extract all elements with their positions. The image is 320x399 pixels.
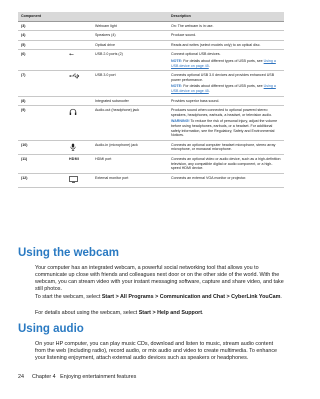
component-description: Connects an optional computer headset microphone, stereo array microphone, or monaural microphone.: [168, 140, 284, 155]
note-text: For details about different types of USB ports, see: [183, 58, 263, 63]
component-name: Optical drive: [92, 40, 168, 50]
table-row: [18, 155, 284, 174]
component-table: [18, 12, 284, 188]
row-number: (4): [18, 31, 66, 41]
component-name: Speakers (4): [92, 31, 168, 41]
row-number: (10): [18, 140, 66, 155]
component-name: USB 2.0 ports (2): [92, 50, 168, 71]
row-number: (6): [18, 50, 66, 71]
table-row: [18, 40, 284, 50]
note-link[interactable]: Using a USB device on page 45: [171, 58, 276, 68]
component-description: Produces sound when connected to optional powered stereo speakers, headphones, earbuds, a headset, or television audio.: [171, 108, 273, 117]
warning: [171, 119, 281, 137]
table-row: [18, 71, 284, 96]
usb-icon: ⭠: [69, 51, 74, 59]
webcam-paragraph-3: For details about using the webcam, select Start > Help and Support.: [35, 310, 204, 316]
row-number: (3): [18, 21, 66, 31]
webcam-paragraph-2: To start the webcam, select Start > All Programs > Communication and Chat > CyberLink YouCam.: [35, 294, 282, 300]
component-name: HDMI port: [92, 155, 168, 174]
component-name: Audio-in (microphone) jack: [92, 140, 168, 155]
mic-icon: [69, 143, 77, 151]
audio-section-title: Using audio: [18, 323, 84, 335]
warning-label: WARNING!: [171, 119, 190, 124]
table-row: [18, 96, 284, 106]
table-row: [18, 174, 284, 188]
webcam-paragraph-1: Your computer has an integrated webcam, a powerful social networking tool that allows you to communicate up close with friends and colleagues next door or on the other side of the world. With the webcam, you can stream video with your instant messaging software, capture and share video, and take still photos.: [35, 265, 284, 292]
help-support-path: Start > Help and Support: [138, 310, 203, 316]
note-label: NOTE:: [171, 58, 183, 63]
row-number: (5): [18, 40, 66, 50]
component-description: Reads and writes (select models only) to an optical disc.: [168, 40, 284, 50]
component-description: On: The webcam is in use.: [168, 21, 284, 31]
table-row: [18, 50, 284, 71]
component-description: Connects an optional video or audio device, such as a high-definition television, any compatible digital or audio component, or a high-speed HDMI device.: [168, 155, 284, 174]
note-link[interactable]: Using a USB device on page 45: [171, 84, 276, 93]
row-number: (8): [18, 96, 66, 106]
table-row: [18, 106, 284, 141]
header-description: Description: [168, 12, 284, 21]
row-number: (7): [18, 71, 66, 96]
header-component: Component: [18, 12, 168, 21]
page-footer: [18, 374, 136, 380]
table-row: [18, 31, 284, 41]
component-description: Produce sound.: [168, 31, 284, 41]
table-row: [18, 21, 284, 31]
warning-text: To reduce the risk of personal injury, adjust the volume before using headphones, earbuds, or a headset. For additional safety information, see the Regulatory, Safety and Environmental Notices.: [171, 119, 278, 138]
usb-ss-icon: [69, 73, 81, 79]
component-description: Provides superior bass sound.: [168, 96, 284, 106]
hdmi-icon: HDMI: [69, 157, 79, 162]
page-number: 24: [18, 374, 24, 380]
chapter-label: Chapter 4 Enjoying entertainment features: [32, 374, 137, 380]
note-text: For details about different types of USB ports, see: [183, 84, 263, 89]
component-description: Connect optional USB devices.: [171, 52, 221, 57]
component-name: Integrated subwoofer: [92, 96, 168, 106]
table-header-row: [18, 12, 284, 21]
row-number: (12): [18, 174, 66, 188]
audio-paragraph-1: On your HP computer, you can play music CDs, download and listen to music, stream audio content from the web (including radio), record audio, or mix audio and video to create multimedia. To enhance your listening enjoyment, attach external audio devices such as speakers or headphones.: [35, 341, 278, 361]
component-description: Connects optional USB 3.0 devices and provides enhanced USB power performance.: [171, 73, 275, 82]
webcam-start-path: Start > All Programs > Communication and Chat > CyberLink YouCam: [101, 294, 281, 300]
webcam-section-title: Using the webcam: [18, 247, 119, 259]
headphone-icon: [69, 108, 77, 116]
row-number: (11): [18, 155, 66, 174]
component-name: USB 3.0 port: [92, 71, 168, 96]
component-name: Webcam light: [92, 21, 168, 31]
row-number: (9): [18, 106, 66, 141]
component-description: Connects an external VGA monitor or projector.: [168, 174, 284, 188]
component-name: External monitor port: [92, 174, 168, 188]
monitor-icon: [69, 176, 78, 183]
note: NOTE: For details about different types of USB ports, see Using a USB device on page 45.: [171, 58, 276, 68]
component-name: Audio-out (headphone) jack: [92, 106, 168, 141]
note: NOTE: For details about different types of USB ports, see Using a USB device on page 45.: [171, 84, 276, 93]
note-label: NOTE:: [171, 84, 183, 89]
table-row: [18, 140, 284, 155]
